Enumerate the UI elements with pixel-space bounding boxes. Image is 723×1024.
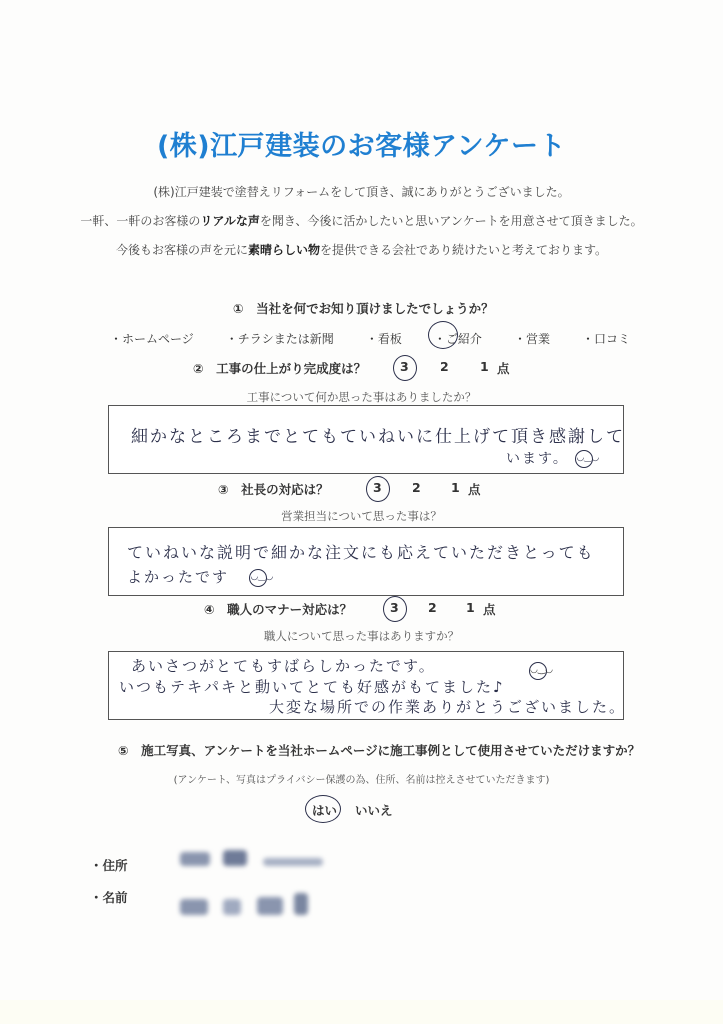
q3-comment-line-1: ていねいな説明で細かな注文にも応えていただきとっても [127,543,595,562]
q3-score-3[interactable]: 3 [373,480,382,495]
intro-line-1: (株)江戸建装で塗替えリフォームをして頂き、誠にありがとうございました。 [153,185,570,199]
q2-comment-prompt: 工事について何か思った事はありましたか？ [246,390,477,404]
q2-comment-line-2-text: います。 [506,451,569,467]
smiley-face-icon: ◡‿◡ [529,662,547,680]
q5-label: ⑤ 施工写真、アンケートを当社ホームページに施工事例として使用させていただけますか？ [118,743,641,758]
q1-selected-circle [428,321,458,349]
q3-comment-line-2-text: よかったです [127,568,230,586]
q1-option-word-of-mouth[interactable]: ・口コミ [581,332,630,346]
smiley-face-icon: ◡‿◡ [575,450,593,468]
name-label: ・名前 [90,890,128,905]
q2-selected-circle [393,355,417,381]
address-label: ・住所 [90,858,128,873]
q4-selected-circle [383,596,407,622]
q2-comment-box[interactable] [108,405,624,474]
address-redacted [180,850,330,870]
q5-yes-option[interactable]: はい [312,803,338,818]
q5-selected-circle [305,795,341,823]
q2-label: ② 工事の仕上がり完成度は？ [193,361,367,376]
name-redacted [180,893,310,917]
q5-no-option[interactable]: いいえ [355,803,393,818]
q4-comment-line-1: あいさつがとてもすばらしかったです。 [131,657,436,675]
q2-comment-line-2 [506,448,600,468]
q3-label: ③ 社長の対応は？ [218,482,329,497]
intro-line-3-pre: 今後もお客様の声を元に [115,243,248,257]
q3-selected-circle [366,476,390,502]
q4-comment-line-3: 大変な場所での作業ありがとうございました。 [269,698,627,716]
q3-comment-line-2 [127,566,274,587]
q2-score-2[interactable]: 2 [440,359,449,374]
q1-option-homepage[interactable]: ・ホームページ [110,332,194,346]
q4-score-3[interactable]: 3 [390,600,399,615]
q2-comment-line-1: 細かなところまでとてもていねいに仕上げて頂き感謝して [131,427,625,447]
q1-label: ① 当社を何でお知り頂けましたでしょうか？ [233,301,494,316]
q4-comment-prompt: 職人について思った事はありますか？ [263,629,460,643]
q4-score-1[interactable]: 1 [466,600,475,615]
intro-line-2-bold: リアルな声 [200,214,260,228]
q3-comment-prompt: 営業担当について思った事は？ [281,509,442,523]
q1-option-sales[interactable]: ・営業 [513,332,550,346]
q3-score-1[interactable]: 1 [451,480,460,495]
q4-unit: 点 [483,602,496,617]
q1-options [110,330,630,347]
page-bottom-tint [0,1000,723,1024]
q2-unit: 点 [497,361,510,376]
q1-option-flyer[interactable]: ・チラシまたは新聞 [225,332,334,346]
q1-option-referral[interactable]: ・ご紹介 [433,332,482,346]
q2-score-3[interactable]: 3 [400,359,409,374]
smiley-face-icon: ◡‿◡ [249,569,267,587]
q4-label: ④ 職人のマナー対応は？ [204,602,353,617]
q4-comment-box[interactable] [108,651,627,720]
q2-score-1[interactable]: 1 [480,359,489,374]
q4-comment-line-2: いつもテキパキと動いてとても好感がもてました♪ [119,678,505,696]
page-title: (株)江戸建装のお客様アンケート [156,131,567,162]
intro-line-3-bold: 素晴らしい物 [247,243,320,257]
intro-line-2-post: を聞き、今後に活かしたいと思いアンケートを用意させて頂きました。 [259,214,643,228]
intro-line-3 [0,241,723,258]
q3-unit: 点 [468,482,481,497]
q5-note: (アンケート、写真はプライバシー保護の為、住所、名前は控えさせていただきます) [173,775,550,786]
intro-line-2-pre: 一軒、一軒のお客様の [80,214,201,228]
q3-comment-box[interactable] [108,527,624,596]
intro-line-3-post: を提供できる会社であり続けたいと考えております。 [319,243,608,257]
q1-option-signboard[interactable]: ・看板 [365,332,402,346]
intro-line-2 [0,212,723,229]
q3-score-2[interactable]: 2 [412,480,421,495]
q4-score-2[interactable]: 2 [428,600,437,615]
